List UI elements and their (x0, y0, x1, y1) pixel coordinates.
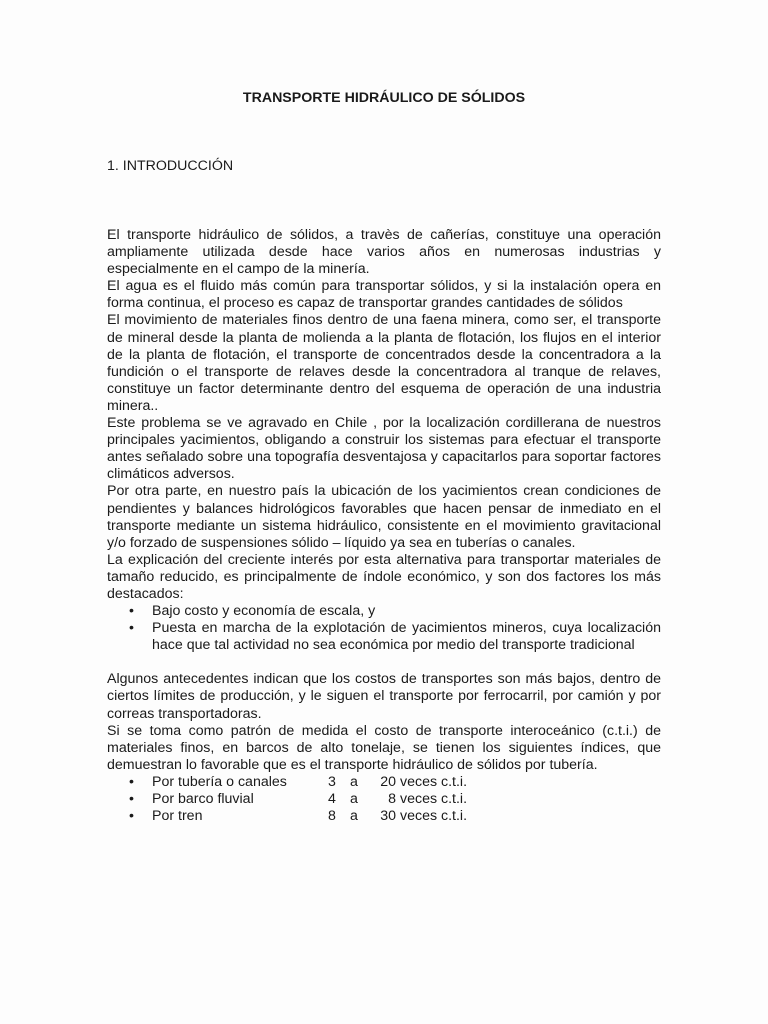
rate-label: Por barco fluvial (152, 791, 254, 807)
rate-sep: a (350, 773, 358, 790)
factors-list (107, 603, 661, 654)
document-title: TRANSPORTE HIDRÁULICO DE SÓLIDOS (242, 90, 526, 106)
rate-unit: veces c.t.i. (400, 773, 468, 790)
rate-label: Por tubería o canales (152, 773, 287, 790)
rate-min: 4 (328, 791, 336, 807)
list-item: • Bajo costo y economía de escala, y (107, 603, 661, 620)
paragraph: Este problema se ve agravado en Chile , por la localización cordillerana de nuestros principales yacimientos, obligando a construir los sistemas para efectuar el transporte antes señalado sobre una topografía desventajosa y capacitarlos para soportar factores climáticos adversos. (107, 415, 661, 483)
bullet-icon: • (129, 808, 134, 825)
rate-row (107, 774, 467, 791)
paragraph: El agua es el fluido más común para transportar sólidos, y si la instalación opera en forma continua, el proceso es capaz de transportar grandes cantidades de sólidos (107, 278, 661, 312)
rate-max: 20 (380, 773, 396, 790)
rate-row (107, 791, 467, 808)
bullet-icon: • (129, 791, 134, 807)
section-heading: 1. INTRODUCCIÓN (107, 158, 234, 174)
rate-label: Por tren (152, 808, 203, 825)
rate-min: 3 (328, 773, 336, 790)
rate-max: 30 (380, 808, 396, 825)
paragraph: Por otra parte, en nuestro país la ubicación de los yacimientos crean condiciones de pendientes y balances hidrológicos favorables que hacen pensar de inmediato en el transporte mediante un sistema hidráulico, consistente en el movimiento gravitacional y/o forzado de suspensiones sólido – líquido ya sea en tuberías o canales. (107, 483, 661, 551)
rate-row (107, 808, 467, 825)
paragraph: El movimiento de materiales finos dentro de una faena minera, como ser, el transporte de mineral desde la planta de molienda a la planta de flotación, los flujos en el interior de la planta de flotación, el transporte de concentrados desde la concentradora a la fundición o el transporte de relaves desde la concentradora al tranque de relaves, constituye un factor determinante dentro del esquema de operación de una industria minera.. (107, 312, 661, 414)
document-body (107, 227, 661, 825)
rate-unit: veces c.t.i. (400, 791, 468, 807)
paragraph: Si se toma como patrón de medida el costo de transporte interoceánico (c.t.i.) de materiales finos, en barcos de alto tonelaje, se tienen los siguientes índices, que demuestran lo favorable que es el transporte hidráulico de sólidos por tubería. (107, 722, 661, 773)
rate-sep: a (350, 791, 358, 807)
paragraph: Algunos antecedentes indican que los costos de transportes son más bajos, dentro de ciertos límites de producción, y le siguen el transporte por ferrocarril, por camión y por correas transportadoras. (107, 671, 661, 722)
list-item: • Puesta en marcha de la explotación de yacimientos mineros, cuya localización hace que tal actividad no sea económica por medio del transporte tradicional (107, 620, 661, 654)
bullet-icon: • (129, 773, 134, 790)
rate-sep: a (350, 808, 358, 825)
paragraph: La explicación del creciente interés por esta alternativa para transportar materiales de tamaño reducido, es principalmente de índole económico, y son dos factores los más destacados: (107, 551, 661, 602)
paragraph: El transporte hidráulico de sólidos, a travès de cañerías, constituye una operación ampliamente utilizada desde hace varios años en numerosas industrias y especialmente en el campo de la minería. (107, 227, 661, 278)
rate-min: 8 (328, 808, 336, 825)
rate-unit: veces c.t.i. (400, 808, 468, 825)
spacer (107, 654, 661, 671)
rates-list (107, 774, 467, 825)
rate-max: 8 (388, 791, 396, 807)
